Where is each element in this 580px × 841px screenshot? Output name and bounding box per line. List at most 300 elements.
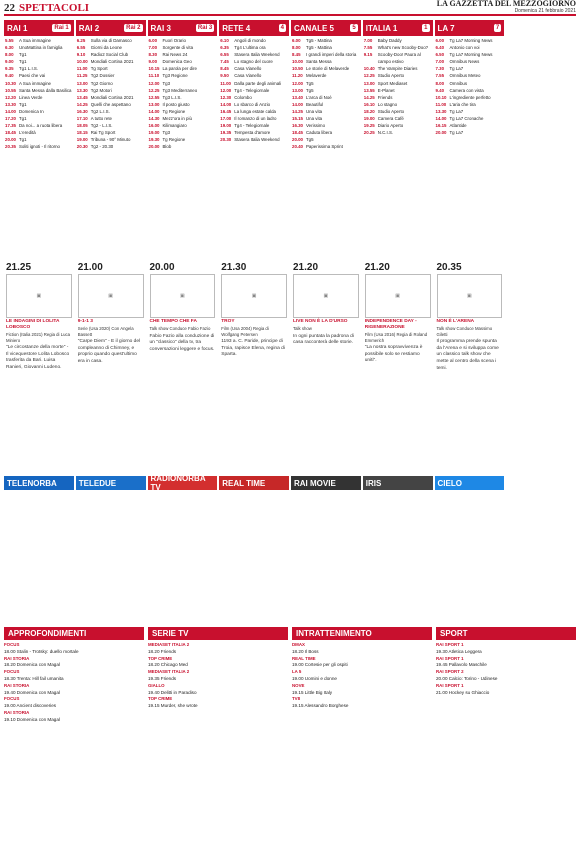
- program-title: Atlantide: [449, 123, 467, 129]
- schedule-row: [220, 87, 288, 94]
- film-time: 21.00: [77, 262, 103, 273]
- local-channel-column: [76, 476, 146, 624]
- issue-date: Domenica 21 febbraio 2021: [514, 8, 576, 14]
- program-title: Mondiali Cortina 2021: [90, 94, 134, 100]
- program-title: Melaverde: [306, 73, 327, 79]
- schedule-time: 17.10: [76, 116, 88, 122]
- local-channel-header: [219, 476, 289, 490]
- channel-logo: Rai 1: [54, 25, 69, 31]
- section-entry: [4, 656, 144, 670]
- film-still-image: ▣: [437, 274, 503, 318]
- paper-name: LA GAZZETTA DEL MEZZOGIORNO: [436, 0, 576, 8]
- section-bar-sport: SPORT: [436, 627, 576, 640]
- channel-name: RAI 3: [150, 23, 171, 33]
- schedule-time: 8.30: [148, 52, 158, 58]
- section-entry: [436, 683, 576, 697]
- schedule-row: [149, 72, 217, 79]
- program-title: Beautiful: [306, 101, 324, 107]
- program-title: Tg La7: [449, 66, 464, 72]
- film-meta: Film (Usa 2004) Regia di Wolfgang Petersen: [221, 326, 269, 337]
- schedule-time: 8.00: [292, 45, 301, 51]
- schedule-row: [5, 72, 73, 79]
- schedule-row: [149, 37, 217, 44]
- schedule-time: 11.25: [76, 73, 88, 79]
- schedule-row: [5, 122, 73, 129]
- schedule-row: [149, 143, 217, 150]
- section-entry: [292, 642, 432, 656]
- program-title: Tg1: [19, 116, 27, 122]
- schedule-row: [149, 115, 217, 122]
- program-title: Caduta libera: [306, 130, 333, 136]
- schedule-row: [149, 80, 217, 87]
- schedule-time: 16.00: [148, 123, 160, 129]
- local-channel-name: CIELO: [437, 478, 462, 488]
- schedule-time: 10.30: [5, 80, 16, 86]
- schedule-row: [292, 65, 360, 72]
- film-description: Fabio Fazio alla conduzione di un "classico" della tv, tra conversazioni leggere e focus.: [149, 333, 215, 352]
- film-description: 1193 a. C. Paride, principe di Troia, rapisce Elena, regina di Sparta.: [221, 339, 285, 358]
- schedule-time: 10.50: [292, 66, 303, 72]
- program-title: Tg5: [306, 137, 314, 143]
- film-time: 20.35: [436, 262, 462, 273]
- schedule-time: 8.00: [435, 80, 445, 86]
- program-title: Fuori Orario: [162, 38, 186, 43]
- schedule-time: 10.55: [5, 87, 16, 93]
- entry-program: 19.15 Little Big Italy: [292, 689, 333, 695]
- schedule-time: 20.40: [292, 144, 303, 150]
- entry-program: 18.00 Stalin - Trotsky: duello mortale: [4, 648, 79, 654]
- schedule-row: [364, 37, 432, 44]
- schedule-time: 8.45: [220, 66, 229, 72]
- program-title: Le storie di Melaverde: [306, 66, 350, 72]
- channel-header: [435, 20, 505, 36]
- program-title: Tg2 Giorno: [90, 80, 113, 86]
- program-title: Tg La7 Cronache: [449, 116, 484, 122]
- schedule-row: [220, 94, 288, 101]
- channel-schedule: [506, 36, 576, 38]
- channel-schedule: [76, 36, 146, 152]
- program-title: Tg3 Mediterraneo: [162, 87, 198, 93]
- channel-column: [291, 20, 361, 262]
- schedule-time: 8.00: [5, 52, 14, 58]
- entry-channel: RAI STORIA: [4, 682, 30, 688]
- schedule-time: 13.55: [363, 87, 375, 93]
- entry-channel: DMAX: [292, 642, 305, 647]
- schedule-time: 12.55: [148, 94, 160, 100]
- section-entry: [436, 656, 576, 670]
- schedule-row: [77, 108, 145, 115]
- schedule-time: 16.45: [220, 108, 232, 114]
- entry-program: 18.20 Il Boss: [292, 648, 319, 654]
- entry-program: 19.10 Domenica con Magal: [4, 716, 60, 722]
- local-channel-name: IRIS: [365, 478, 382, 488]
- schedule-time: 13.00: [76, 80, 88, 86]
- schedule-row: [77, 122, 145, 129]
- program-title: Paesi che vai: [19, 73, 46, 79]
- section-entry: [4, 683, 144, 697]
- local-channel-header: [435, 476, 505, 490]
- schedule-row: [5, 94, 73, 101]
- film-description: In ogni puntata la padrona di casa racconterà delle storie.: [293, 333, 354, 346]
- program-title: Antonio con voi: [449, 45, 480, 51]
- schedule-time: 16.10: [363, 101, 375, 107]
- schedule-row: [77, 101, 145, 108]
- program-title: L'aria che tira: [449, 101, 476, 107]
- schedule-time: 14.25: [363, 94, 375, 100]
- schedule-row: [220, 72, 288, 79]
- schedule-time: 5.55: [5, 38, 14, 43]
- schedule-row: [436, 129, 504, 136]
- channel-name: LA 7: [437, 23, 455, 33]
- channel-column: [4, 20, 74, 262]
- entry-program: 19.00 Uomini e donne: [292, 675, 337, 681]
- schedule-row: [292, 143, 360, 150]
- channel-grid: [4, 20, 576, 262]
- schedule-row: [436, 108, 504, 115]
- program-title: Tg1: [19, 52, 27, 58]
- schedule-time: 19.35: [220, 130, 232, 136]
- schedule-time: 7.00: [363, 38, 373, 43]
- schedule-time: 6.00: [435, 38, 445, 43]
- channel-header: [219, 20, 289, 36]
- film-time: 21.20: [364, 262, 390, 273]
- program-title: A Sua immagine: [19, 38, 51, 43]
- schedule-row: [436, 80, 504, 87]
- schedule-time: 6.25: [76, 38, 86, 43]
- section-entry: [292, 696, 432, 710]
- film-still-image: ▣: [150, 274, 216, 318]
- program-title: Tg3 L.I.S.: [162, 94, 182, 100]
- schedule-row: [292, 72, 360, 79]
- film-time: 20.00: [149, 262, 175, 273]
- program-title: Studio Aperto: [377, 108, 405, 114]
- schedule-row: [149, 108, 217, 115]
- schedule-time: 19.00: [76, 137, 88, 143]
- program-title: Tg La7 Morning News: [449, 52, 493, 58]
- schedule-time: 20.00: [148, 144, 160, 150]
- schedule-row: [77, 80, 145, 87]
- entry-program: 18.20 Chicago Med: [148, 662, 188, 668]
- schedule-row: [220, 115, 288, 122]
- schedule-time: 14.00: [435, 116, 447, 122]
- entry-program: 19.40 Delitti in Paradiso: [148, 689, 197, 695]
- entry-channel: FOCUS: [4, 642, 20, 647]
- schedule-row: [220, 37, 288, 44]
- local-channel-name: RADIONORBA TV: [150, 474, 206, 492]
- entry-program: 18.20 Friends: [148, 648, 177, 654]
- schedule-row: [149, 94, 217, 101]
- schedule-time: 10.00: [292, 59, 303, 65]
- schedule-time: 20.30: [76, 144, 88, 150]
- schedule-time: 9.00: [148, 59, 158, 65]
- channel-name: ITALIA 1: [365, 23, 398, 33]
- local-channel-header: [76, 476, 146, 490]
- channel-logo: 5: [352, 25, 356, 31]
- schedule-time: 9.35: [5, 66, 14, 72]
- schedule-time: 20.00: [292, 137, 303, 143]
- schedule-row: [77, 94, 145, 101]
- schedule-row: [292, 101, 360, 108]
- film-time: 21.25: [6, 262, 32, 273]
- film-meta: Serie (Usa 2020) Con Angela Bassett: [77, 326, 134, 337]
- schedule-row: [77, 65, 145, 72]
- film-description: "Carpe Diem" - E il giorno del compleanno di Chimney, e proprio quando quest'ultimo era in casa.: [77, 339, 141, 364]
- local-channel-name: TELEDUE: [78, 478, 117, 488]
- film-still-image: ▣: [365, 274, 431, 318]
- program-title: Tg1: [19, 59, 27, 65]
- channel-column: [219, 20, 289, 262]
- program-title: Tg2 Motori: [90, 87, 112, 93]
- schedule-row: [5, 87, 73, 94]
- schedule-time: 11.20: [292, 73, 303, 79]
- schedule-time: 6.40: [435, 45, 445, 51]
- schedule-row: [364, 65, 432, 72]
- program-title: Tg La7: [449, 108, 464, 114]
- schedule-time: 17.20: [5, 116, 16, 122]
- schedule-row: [5, 136, 73, 143]
- entry-program: 19.40 Domenica con Magal: [4, 689, 60, 695]
- schedule-time: 14.25: [292, 108, 303, 114]
- program-title: Rai News 24: [162, 52, 188, 58]
- channel-schedule: [363, 36, 433, 137]
- schedule-row: [364, 94, 432, 101]
- program-title: A Sua immagine: [19, 80, 51, 86]
- channel-column: [506, 20, 576, 262]
- program-title: What's new Scooby-Doo?: [377, 45, 429, 51]
- channel-header: [363, 20, 433, 36]
- schedule-time: 6.00: [148, 38, 158, 43]
- schedule-row: [436, 101, 504, 108]
- schedule-row: [77, 58, 145, 65]
- schedule-row: [436, 51, 504, 58]
- local-channel-column: [506, 476, 576, 624]
- program-title: L'eredità: [19, 130, 36, 136]
- program-title: La lunga estate calda: [234, 108, 276, 114]
- schedule-row: [220, 136, 288, 143]
- entry-program: 20.00 Calcio: Torino - Udinese: [436, 675, 498, 681]
- schedule-time: 14.00: [292, 101, 303, 107]
- schedule-row: [149, 101, 217, 108]
- entry-program: 19.15 Murder, she wrote: [148, 703, 198, 709]
- program-title: Tg4 L'ultima ora: [234, 45, 266, 51]
- section-entry: [4, 669, 144, 683]
- section-bar-serie-tv: SERIE TV: [148, 627, 288, 640]
- schedule-row: [77, 51, 145, 58]
- schedule-time: 13.00: [292, 87, 303, 93]
- schedule-time: 6.10: [220, 38, 229, 43]
- section-entry: [4, 696, 144, 710]
- schedule-time: 12.30: [220, 94, 232, 100]
- entry-program: 21.00 Hockey su Ghiaccio: [436, 689, 490, 695]
- local-channel-name: REAL TIME: [222, 478, 266, 488]
- entry-program: 19.35 Friends: [148, 675, 177, 681]
- section-title: SPETTACOLI: [19, 2, 90, 14]
- entry-channel: MEDIASET ITALIA 2: [148, 669, 190, 675]
- program-title: I grandi imperi della storia: [306, 52, 357, 58]
- entry-channel: RAI SPORT 1: [436, 655, 464, 661]
- schedule-time: 19.00: [220, 123, 232, 129]
- section-entry: [148, 656, 288, 670]
- schedule-row: [364, 115, 432, 122]
- schedule-row: [292, 37, 360, 44]
- schedule-time: 14.00: [148, 108, 160, 114]
- schedule-row: [364, 87, 432, 94]
- schedule-row: [436, 44, 504, 51]
- schedule-time: 6.55: [76, 45, 86, 51]
- program-title: Colombo: [234, 94, 252, 100]
- program-title: Il romanzo di un ladro: [234, 116, 277, 122]
- schedule-time: 20.35: [5, 144, 16, 150]
- schedule-row: [292, 58, 360, 65]
- schedule-time: 6.00: [292, 38, 301, 43]
- section-intrattenimento: [292, 642, 432, 837]
- schedule-row: [220, 80, 288, 87]
- program-title: Tg4 - Telegiornale: [234, 123, 270, 129]
- section-entry: [436, 642, 576, 656]
- program-title: Mezz'ora in più: [162, 116, 192, 122]
- schedule-time: 9.40: [435, 87, 445, 93]
- program-title: E-Planet: [377, 87, 395, 93]
- program-title: Sorgente di vita: [162, 45, 194, 51]
- program-title: L'arca di Noè: [306, 94, 332, 100]
- schedule-time: 14.25: [76, 101, 88, 107]
- program-title: Da noi... a ruota libera: [19, 123, 63, 129]
- section-bar-intrattenimento: INTRATTENIMENTO: [292, 627, 432, 640]
- local-channel-name: RAI MOVIE: [294, 478, 336, 488]
- film-meta: Talk show Conduce Massimo Giletti: [436, 326, 493, 337]
- schedule-row: [77, 44, 145, 51]
- schedule-time: 16.30: [292, 123, 303, 129]
- channel-schedule: [291, 36, 361, 152]
- program-title: UnoMattina in famiglia: [19, 45, 63, 51]
- schedule-time: 13.30: [5, 101, 16, 107]
- schedule-row: [292, 44, 360, 51]
- schedule-row: [77, 72, 145, 79]
- schedule-row: [292, 51, 360, 58]
- channel-logo: 7: [495, 25, 500, 31]
- schedule-time: 18.20: [363, 108, 375, 114]
- schedule-time: 9.10: [76, 52, 86, 58]
- schedule-time: 12.00: [220, 87, 232, 93]
- channel-logo: 1: [424, 25, 428, 31]
- entry-program: 19.00 Cortesie per gli ospiti: [292, 662, 348, 668]
- film-description: "Le circostanze della morte" - Il vicequestore Lolita Lobosco trasferita da Bari. Luisa Ranieri, Giovanni Ludeno.: [6, 345, 70, 370]
- program-title: Casa Vianello: [234, 73, 262, 79]
- schedule-time: 13.30: [76, 87, 88, 93]
- schedule-time: 14.00: [220, 101, 232, 107]
- schedule-row: [292, 136, 360, 143]
- schedule-row: [149, 122, 217, 129]
- schedule-time: 7.55: [363, 45, 373, 51]
- schedule-time: 13.40: [292, 94, 303, 100]
- section-entry: [436, 669, 576, 683]
- schedule-time: 11.00: [435, 101, 447, 107]
- schedule-row: [364, 44, 432, 51]
- schedule-row: [5, 108, 73, 115]
- channel-header: [76, 20, 146, 36]
- channel-column: [363, 20, 433, 262]
- local-channel-name: TELENORBA: [7, 478, 57, 488]
- channel-column: [148, 20, 218, 262]
- schedule-row: [5, 143, 73, 150]
- schedule-time: 10.10: [435, 94, 447, 100]
- schedule-time: 7.55: [435, 73, 445, 79]
- entry-channel: RAI SPORT 2: [436, 669, 464, 675]
- schedule-row: [364, 101, 432, 108]
- program-title: Casa Vianello: [234, 66, 262, 72]
- program-title: Tg1: [19, 137, 27, 143]
- schedule-time: 19.25: [363, 123, 375, 129]
- program-title: Tg La7: [449, 130, 464, 136]
- local-channel-column: [363, 476, 433, 624]
- schedule-time: 7.00: [435, 59, 445, 65]
- channel-schedule: [435, 36, 505, 137]
- program-title: Sulla via di Damasco: [90, 38, 132, 43]
- program-title: Santa Messa: [306, 59, 332, 65]
- schedule-row: [364, 51, 432, 65]
- channel-header: [506, 20, 576, 36]
- schedule-time: 12.20: [5, 94, 16, 100]
- schedule-row: [77, 37, 145, 44]
- program-title: Tg5 - Mattina: [306, 38, 332, 43]
- program-title: Una vita: [306, 108, 323, 114]
- program-title: Tg2 - L.I.S.: [90, 123, 113, 129]
- film-still-image: ▣: [221, 274, 287, 318]
- schedule-row: [5, 115, 73, 122]
- local-channel-column: [148, 476, 218, 624]
- program-title: Camera Café: [377, 116, 404, 122]
- film-title: INDEPENDENCE DAY - RIGENERAZIONE: [364, 319, 417, 330]
- program-title: Rai Tg Sport: [90, 130, 116, 136]
- schedule-row: [149, 65, 217, 72]
- schedule-row: [149, 87, 217, 94]
- channel-schedule: [148, 36, 218, 152]
- schedule-row: [149, 58, 217, 65]
- channel-header: [4, 20, 74, 36]
- channel-schedule: [4, 36, 74, 152]
- late-schedules: [4, 384, 576, 474]
- schedule-row: [5, 44, 73, 51]
- program-title: Omnibus: [449, 80, 468, 86]
- program-title: Friends: [377, 94, 393, 100]
- local-channel-column: [435, 476, 505, 624]
- film-description: [506, 276, 576, 320]
- channel-schedule: [219, 36, 289, 144]
- schedule-row: [436, 72, 504, 79]
- schedule-time: 17.35: [5, 123, 16, 129]
- entry-program: 18.30 Trenta: Hill fail umanita: [4, 675, 64, 681]
- entry-channel: LA 5: [292, 669, 302, 675]
- local-channel-column: [291, 476, 361, 624]
- program-title: Il posto giusto: [162, 101, 190, 107]
- schedule-row: [220, 51, 288, 58]
- schedule-row: [436, 87, 504, 94]
- schedule-time: 11.00: [76, 66, 88, 72]
- schedule-time: 12.00: [148, 80, 160, 86]
- entry-program: 19.00 Ancient discoveries: [4, 703, 57, 709]
- entry-channel: TV8: [292, 696, 301, 702]
- schedule-time: 19.00: [363, 116, 375, 122]
- film-description: "La nostra sopravvivenza è possibile solo se restiamo uniti".: [364, 345, 423, 364]
- program-title: Tg5: [306, 87, 314, 93]
- entry-program: 19.15 Alessandro Borghese: [292, 703, 349, 709]
- schedule-time: 7.00: [148, 45, 158, 51]
- schedule-time: 6.55: [220, 52, 229, 58]
- local-channel-column: [4, 476, 74, 624]
- section-entry: [148, 642, 288, 656]
- schedule-time: 6.50: [435, 52, 445, 58]
- program-title: Tg4 - Telegiornale: [234, 87, 270, 93]
